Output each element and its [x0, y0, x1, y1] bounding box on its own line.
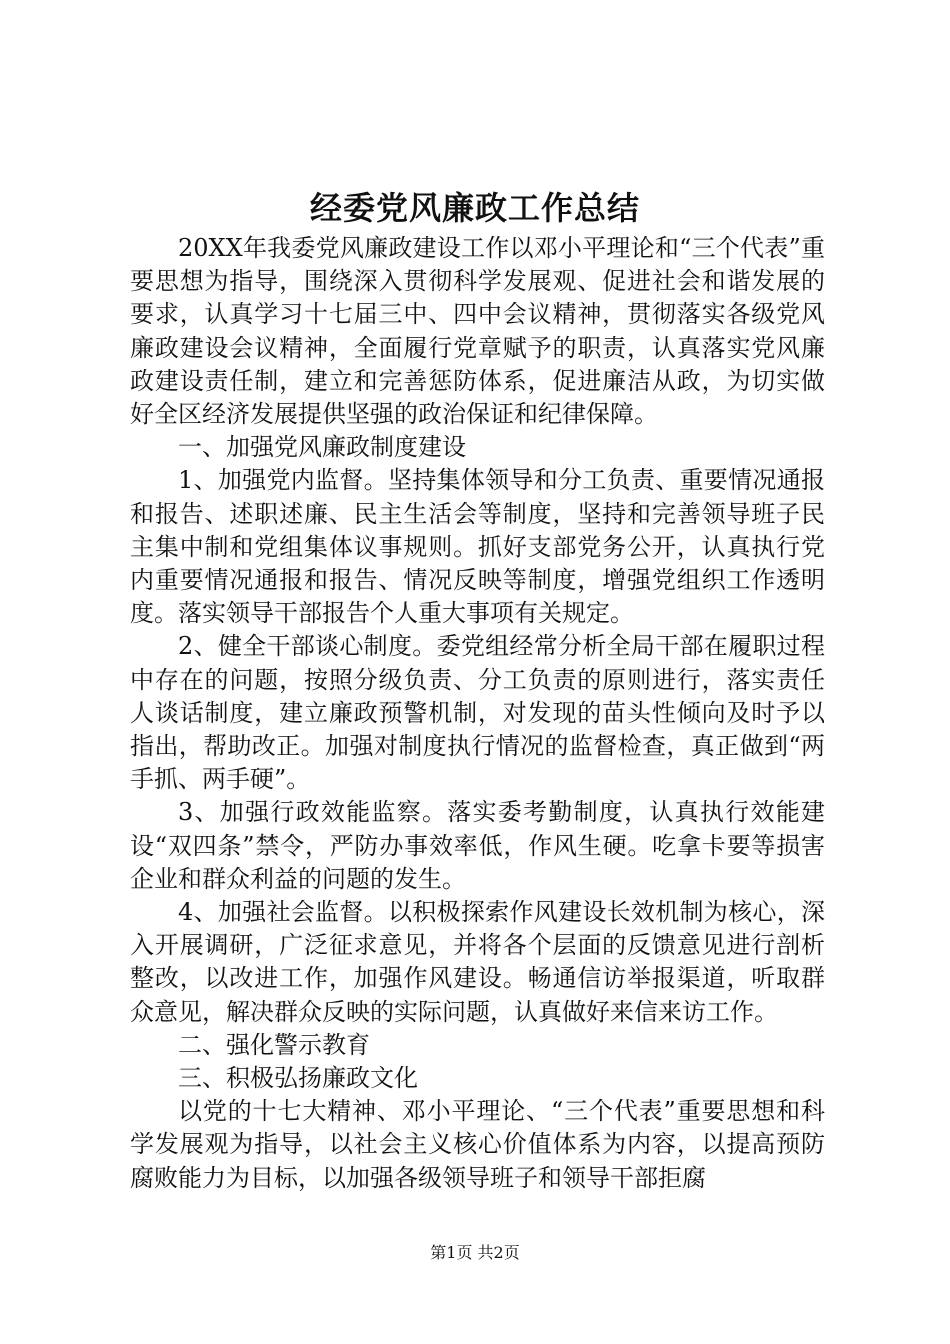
document-body: [130, 232, 825, 1195]
page-number: 第1页 共2页: [430, 1243, 520, 1262]
paragraph-item-2: 2、健全干部谈心制度。委党组经常分析全局干部在履职过程中存在的问题，按照分级负责、分工负责的原则进行，落实责任人谈话制度，建立廉政预警机制，对发现的苗头性倾向及时予以指出，帮助改正。加强对制度执行情况的监督检查，真正做到“两手抓、两手硬”。: [130, 632, 825, 794]
paragraph-intro: 20XX年我委党风廉政建设工作以邓小平理论和“三个代表”重要思想为指导，围绕深入贯彻科学发展观、促进社会和谐发展的要求，认真学习十七届三中、四中会议精神，贯彻落实各级党风廉政建设会议精神，全面履行党章赋予的职责，认真落实党风廉政建设责任制，建立和完善惩防体系，促进廉洁从政，为切实做好全区经济发展提供坚强的政治保证和纪律保障。: [130, 234, 825, 429]
section-heading-2: 二、强化警示教育: [178, 1030, 370, 1059]
paragraph-item-4: 4、加强社会监督。以积极探索作风建设长效机制为核心，深入开展调研，广泛征求意见，并将各个层面的反馈意见进行剖析整改，以改进工作，加强作风建设。畅通信访举报渠道，听取群众意见，解决群众反映的实际问题，认真做好来信来访工作。: [130, 898, 825, 1026]
paragraph-item-3: 3、加强行政效能监察。落实委考勤制度，认真执行效能建设“双四条”禁令，严防办事效率低，作风生硬。吃拿卡要等损害企业和群众利益的问题的发生。: [130, 798, 825, 893]
paragraph-culture: 以党的十七大精神、邓小平理论、“三个代表”重要思想和科学发展观为指导，以社会主义核心价值体系为内容，以提高预防腐败能力为目标，以加强各级领导班子和领导干部拒腐: [130, 1097, 825, 1192]
document-title: 经委党风廉政工作总结: [309, 189, 640, 227]
section-heading-1: 一、加强党风廉政制度建设: [178, 433, 466, 462]
section-heading-3: 三、积极弘扬廉政文化: [178, 1064, 418, 1093]
paragraph-item-1: 1、加强党内监督。坚持集体领导和分工负责、重要情况通报和报告、述职述廉、民主生活会等制度，坚持和完善领导班子民主集中制和党组集体议事规则。抓好支部党务公开，认真执行党内重要情况通报和报告、情况反映等制度，增强党组织工作透明度。落实领导干部报告个人重大事项有关规定。: [130, 466, 825, 628]
